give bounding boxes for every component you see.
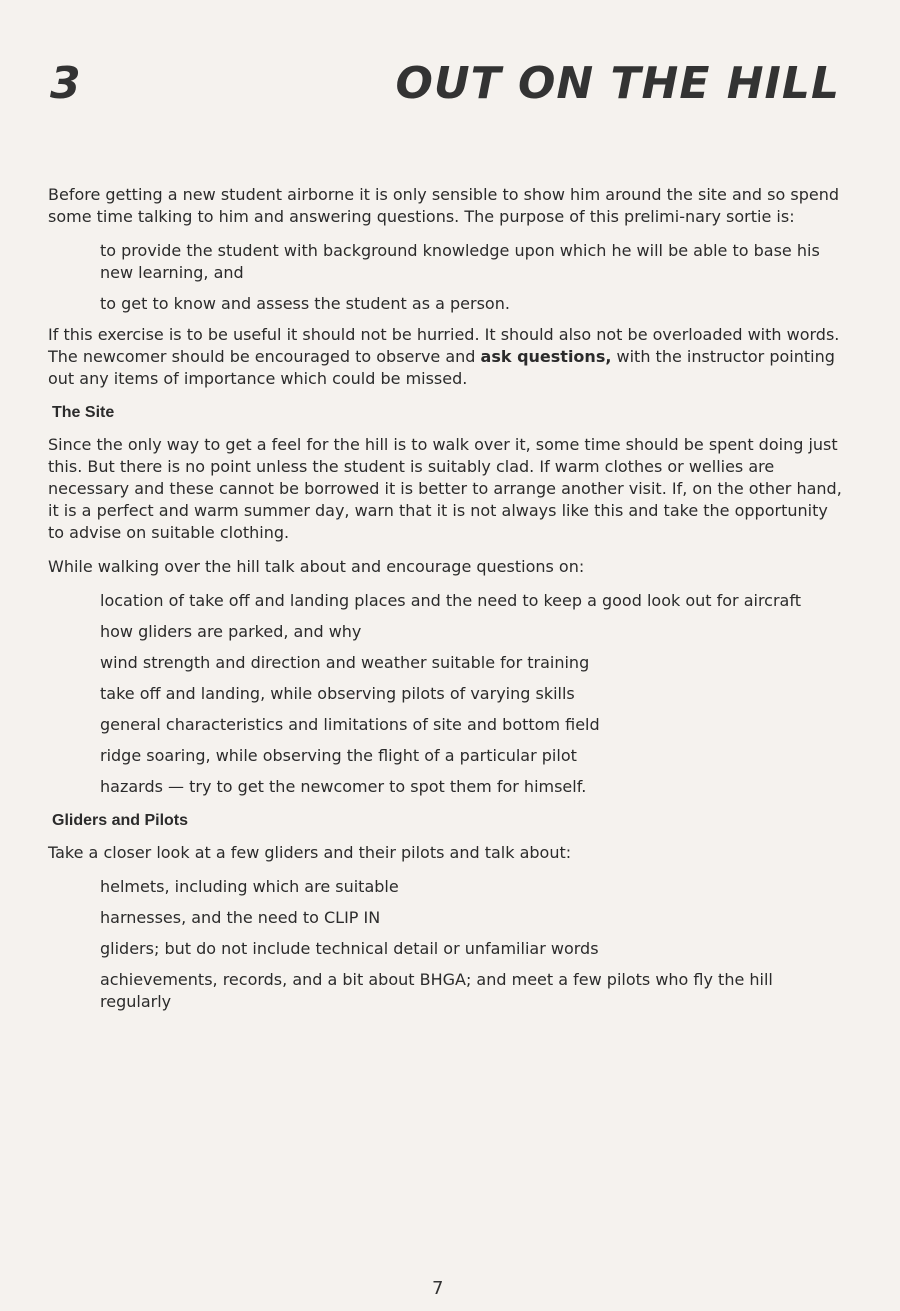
ask-questions-emphasis: ask questions, — [480, 347, 612, 366]
site-item: wind strength and direction and weather suitable for training — [100, 653, 590, 672]
site-item: hazards — try to get the newcomer to spot them for himself. — [100, 777, 587, 796]
intro-paragraph: Before getting a new student airborne it is only sensible to show him around the site and so spend some time talking to him and answering questions. The purpose of this prelimi-nary sortie is: — [48, 185, 839, 226]
gliders-heading: Gliders and Pilots — [52, 812, 189, 829]
followup-paragraph — [48, 324, 848, 390]
gliders-item: achievements, records, and a bit about BHGA; and meet a few pilots who fly the hill regularly — [100, 970, 773, 1011]
gliders-item: harnesses, and the need to CLIP IN — [100, 908, 381, 927]
site-item: ridge soaring, while observing the flight of a particular pilot — [100, 746, 577, 765]
site-item: take off and landing, while observing pilots of varying skills — [100, 684, 575, 703]
site-item: location of take off and landing places and the need to keep a good look out for aircraft — [100, 591, 801, 610]
site-heading: The Site — [52, 404, 115, 421]
gliders-lead: Take a closer look at a few gliders and their pilots and talk about: — [48, 843, 572, 862]
site-item: general characteristics and limitations of site and bottom field — [100, 715, 600, 734]
chapter-title: OUT ON THE HILL — [395, 58, 840, 109]
page-content — [48, 184, 848, 1022]
site-paragraph: Since the only way to get a feel for the hill is to walk over it, some time should be spent doing just this. But there is no point unless the student is suitably clad. If warm clothes or wellies are necessary and these cannot be borrowed it is better to arrange another visit. If, on the other hand, it is a perfect and warm summer day, warn that it is not always like this and take the opportunity to advise on suitable clothing. — [48, 435, 842, 542]
page-number: 7 — [432, 1278, 444, 1299]
followup-text: If this exercise is to be useful it should not be hurried. It should also not be overloaded with words. The newcomer should be encouraged to observe and — [48, 325, 840, 366]
gliders-item: gliders; but do not include technical detail or unfamiliar words — [100, 939, 599, 958]
site-item: how gliders are parked, and why — [100, 622, 362, 641]
site-lead: While walking over the hill talk about and encourage questions on: — [48, 557, 585, 576]
gliders-item: helmets, including which are suitable — [100, 877, 399, 896]
chapter-number: 3 — [50, 58, 81, 109]
followup-text-end: with the instructor pointing out any items of importance which could be missed. — [48, 347, 835, 388]
purpose-item: to get to know and assess the student as a person. — [100, 294, 510, 313]
purpose-item: to provide the student with background knowledge upon which he will be able to base his new learning, and — [100, 241, 820, 282]
